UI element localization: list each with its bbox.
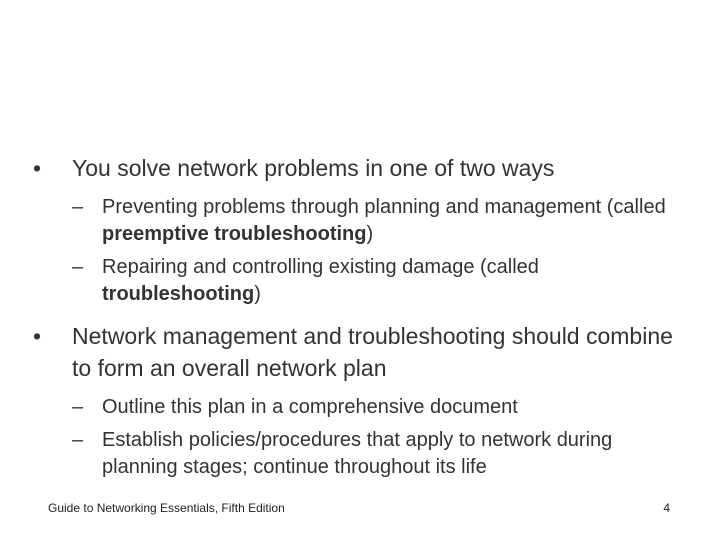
sub-bullet-text-end: ) bbox=[254, 283, 261, 305]
bullet-icon: • bbox=[32, 155, 42, 181]
sub-bullet-list bbox=[26, 394, 676, 481]
footer-source: Guide to Networking Essentials, Fifth Edition bbox=[48, 501, 285, 515]
dash-icon: – bbox=[72, 429, 84, 451]
bullet-icon: • bbox=[32, 323, 42, 349]
dash-icon: – bbox=[72, 256, 84, 278]
key-term: troubleshooting bbox=[102, 283, 255, 305]
sub-bullet-item bbox=[26, 194, 676, 248]
bullet-text: You solve network problems in one of two ways bbox=[72, 155, 555, 181]
sub-bullet-text: Preventing problems through planning and management (called bbox=[102, 196, 666, 218]
sub-bullet-item bbox=[26, 427, 676, 481]
sub-bullet-text: Outline this plan in a comprehensive document bbox=[102, 396, 518, 418]
bullet-item bbox=[26, 320, 676, 384]
dash-icon: – bbox=[72, 196, 84, 218]
sub-bullet-text: Repairing and controlling existing damage (called bbox=[102, 256, 539, 278]
page-number: 4 bbox=[663, 501, 670, 515]
bullet-item bbox=[26, 152, 676, 184]
slide-body bbox=[26, 152, 676, 493]
sub-bullet-item bbox=[26, 394, 676, 421]
sub-bullet-item bbox=[26, 254, 676, 308]
key-term: preemptive troubleshooting bbox=[102, 223, 367, 245]
sub-bullet-list bbox=[26, 194, 676, 308]
bullet-text: Network management and troubleshooting should combine to form an overall network plan bbox=[72, 323, 673, 381]
sub-bullet-text-end: ) bbox=[366, 223, 374, 245]
dash-icon: – bbox=[72, 396, 84, 418]
sub-bullet-text: Establish policies/procedures that apply to network during planning stages; continue throughout its life bbox=[102, 429, 613, 478]
